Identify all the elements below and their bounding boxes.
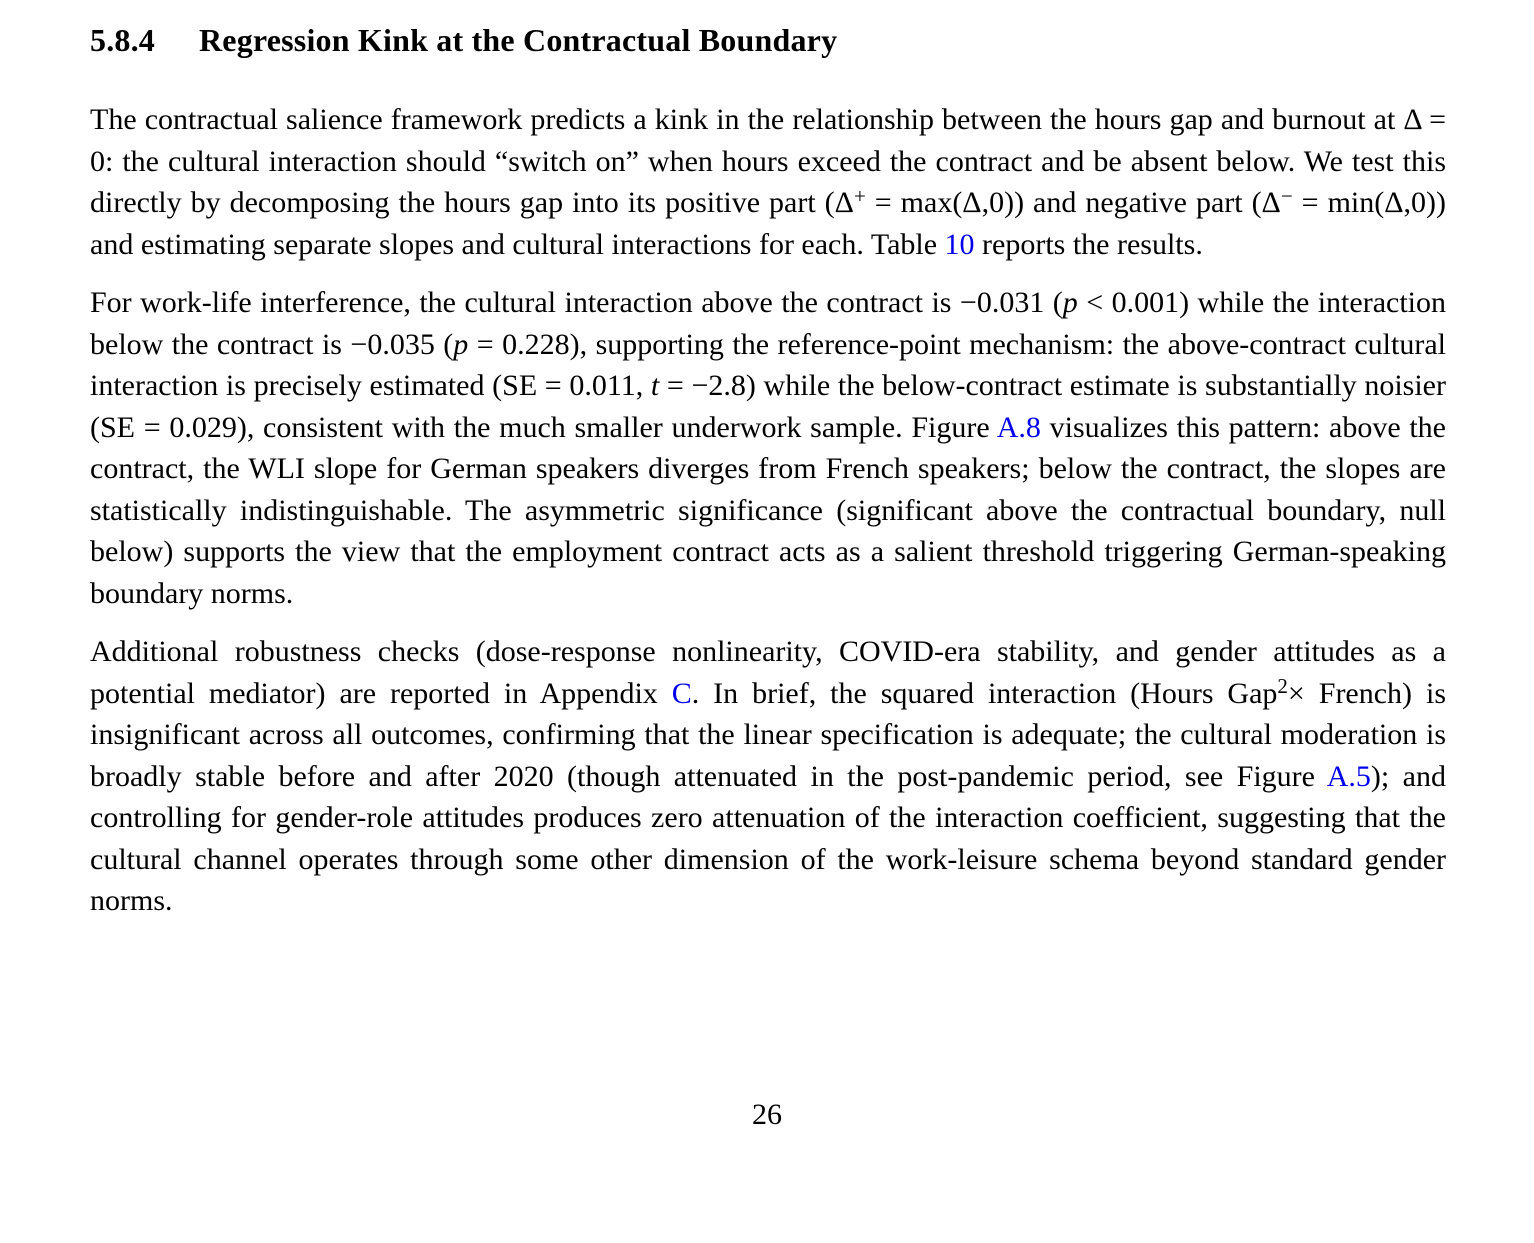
paragraph-robustness-checks (90, 631, 1446, 922)
text-run: . In brief, the squared interaction (Hours Gap (691, 676, 1278, 710)
math-variable: t (650, 369, 660, 402)
paragraph-contractual-salience (90, 99, 1446, 265)
math-variable: p (453, 327, 469, 361)
math-variable: p (1062, 286, 1078, 319)
page-number: 26 (752, 1098, 782, 1131)
text-run: For work-life interference, the cultural interaction above the contract is −0.031 ( (90, 286, 1063, 319)
text-run: = 0.228), supporting the reference-point mechanism: the above-contract cultural interaction is precisely estimated (SE = 0.011, (90, 327, 1446, 402)
text-run: × French) is insignificant across all outcomes, confirming that the linear specification is adequate; the cultural moderation is broadly stable before and after 2020 (though attenuated in the post-pandemic period, see Figure (90, 676, 1446, 793)
text-run: The contractual salience framework predicts a kink in the relationship between the hours gap and burnout at Δ = 0: the cultural interaction should “switch on” when hours exceed the contract and be absent below. We test this directly by decomposing the hours gap into its positive part (Δ (90, 103, 1446, 219)
table-10-link[interactable]: 10 (944, 227, 975, 261)
section-number: 5.8.4 (90, 22, 155, 58)
superscript: − (1280, 183, 1293, 208)
section-heading (90, 22, 1446, 59)
text-run: < 0.001) while the interaction below the contract is −0.035 ( (90, 286, 1446, 361)
text-run: ); and controlling for gender-role attitudes produces zero attenuation of the interaction coefficient, suggesting that the cultural channel operates through some other dimension of the work-leisure schema beyond standard gender norms. (90, 759, 1446, 917)
figure-a8-link[interactable]: A.8 (996, 410, 1041, 444)
text-run: reports the results. (974, 227, 1203, 261)
appendix-c-link[interactable]: C (671, 676, 692, 710)
text-run: = −2.8) while the below-contract estimate is substantially noisier (SE = 0.029), consistent with the much smaller underwork sample. Figure (90, 369, 1446, 444)
superscript: + (853, 183, 866, 208)
text-run: = min(Δ,0)) and estimating separate slopes and cultural interactions for each. Table (90, 186, 1447, 261)
text-block (90, 22, 1446, 939)
section-title: Regression Kink at the Contractual Boundary (199, 22, 838, 58)
superscript: 2 (1277, 674, 1288, 699)
text-run: visualizes this pattern: above the contract, the WLI slope for German speakers diverges from French speakers; below the contract, the slopes are statistically indistinguishable. The asymmetric significance (significant above the contractual boundary, null below) supports the view that the employment contract acts as a salient threshold triggering German-speaking boundary norms. (90, 410, 1446, 610)
paragraph-wli-results (90, 282, 1446, 614)
figure-a5-link[interactable]: A.5 (1326, 759, 1371, 793)
text-run: = max(Δ,0)) and negative part (Δ (865, 186, 1281, 219)
text-run: Additional robustness checks (dose-response nonlinearity, COVID-era stability, and gender attitudes as a potential mediator) are reported in Appendix (90, 635, 1446, 710)
